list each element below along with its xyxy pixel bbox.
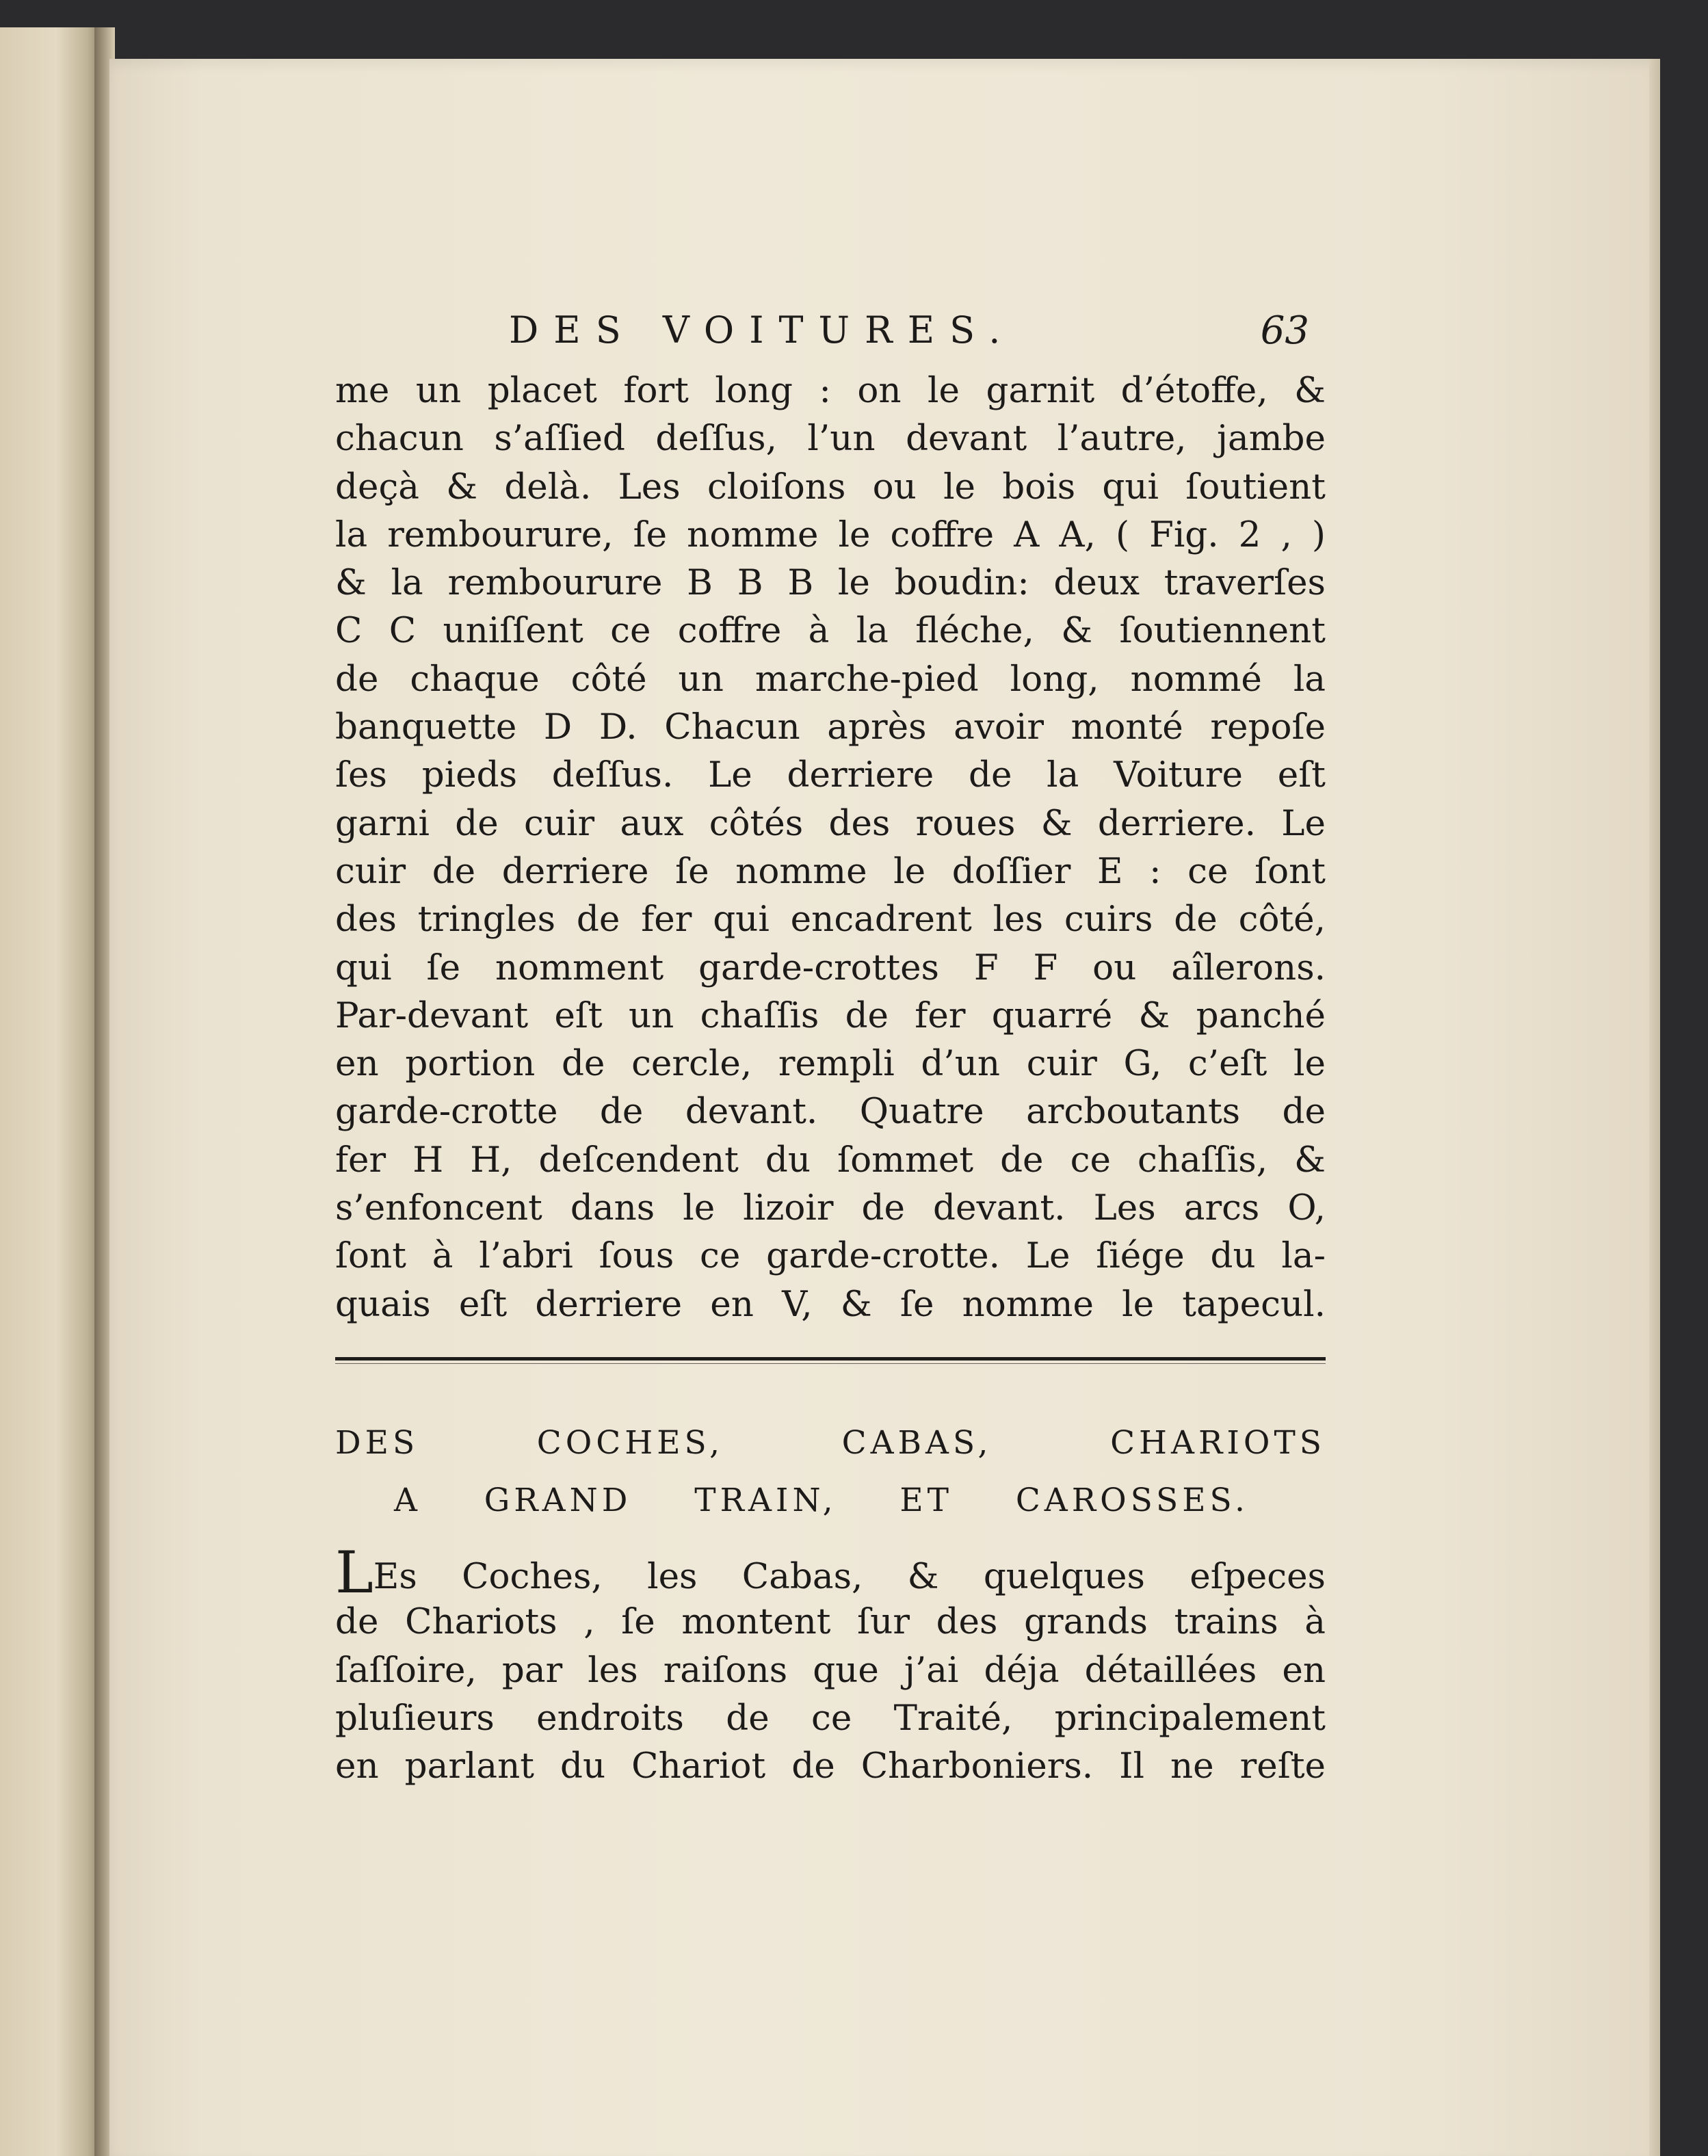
text-line: garde-crotte de devant. Quatre arcboutants de bbox=[335, 1091, 1326, 1133]
section-rule bbox=[335, 1357, 1326, 1360]
text-line: s’enfoncent dans le lizoir de devant. Les arcs O, bbox=[335, 1187, 1326, 1229]
text-line: qui ſe nomment garde-crottes F F ou aîlerons. bbox=[335, 947, 1326, 988]
text-block bbox=[335, 253, 1326, 1787]
text-line: ſaſſoire, par les raiſons que j’ai déja détaillées en bbox=[335, 1649, 1326, 1691]
book-page bbox=[109, 59, 1660, 2156]
paragraph-2 bbox=[335, 1550, 1326, 1790]
text-line-with-dropcap bbox=[335, 1550, 1326, 1598]
text-line: pluſieurs endroits de ce Traité, principalement bbox=[335, 1697, 1326, 1739]
text-line: la rembourure, ſe nomme le coffre A A, ( Fig. 2 , ) bbox=[335, 514, 1326, 555]
text-line: ſes pieds deſſus. Le derriere de la Voiture eſt bbox=[335, 754, 1326, 796]
section-heading-line-1: DES COCHES, CABAS, CHARIOTS bbox=[335, 1424, 1326, 1462]
text-line: en parlant du Chariot de Charboniers. Il ne reſte bbox=[335, 1746, 1326, 1787]
running-title: DES VOITURES. bbox=[509, 308, 1016, 352]
text-line: quais eſt derriere en V, & ſe nomme le tapecul. bbox=[335, 1283, 1326, 1325]
page-edge bbox=[1649, 59, 1660, 2156]
text-line: & la rembourure B B B le boudin: deux traverſes bbox=[335, 562, 1326, 604]
running-head bbox=[335, 253, 1326, 353]
text-line: banquette D D. Chacun après avoir monté repoſe bbox=[335, 707, 1326, 748]
paragraph-1 bbox=[335, 367, 1326, 1328]
text-line: chacun s’aſſied deſſus, l’un devant l’autre, jambe bbox=[335, 418, 1326, 460]
text-line: garni de cuir aux côtés des roues & derriere. Le bbox=[335, 802, 1326, 844]
drop-capital: L bbox=[335, 1550, 373, 1599]
text-line: cuir de derriere ſe nomme le doſſier E : ce ſont bbox=[335, 850, 1326, 892]
text-line: C C uniſſent ce coffre à la fléche, & ſoutiennent bbox=[335, 610, 1326, 652]
text-line: me un placet fort long : on le garnit d’étoffe, & bbox=[335, 370, 1326, 411]
section-heading-line-2: A GRAND TRAIN, ET CAROSSES. bbox=[394, 1482, 1249, 1519]
text-line: fer H H, deſcendent du ſommet de ce chaſſis, & bbox=[335, 1139, 1326, 1181]
text-line: Par-devant eſt un chaſſis de fer quarré & panché bbox=[335, 995, 1326, 1036]
text-line: en portion de cercle, rempli d’un cuir G, c’eſt le bbox=[335, 1043, 1326, 1085]
text-line: deçà & delà. Les cloiſons ou le bois qui ſoutient bbox=[335, 466, 1326, 508]
text-line: de chaque côté un marche-pied long, nommé la bbox=[335, 658, 1326, 700]
page-number: 63 bbox=[1260, 308, 1309, 353]
text-line: ſont à l’abri ſous ce garde-crotte. Le ſiége du la- bbox=[335, 1235, 1326, 1277]
facing-page-edge bbox=[0, 27, 103, 2156]
first-line-text: Es Coches, les Cabas, & quelques eſpeces bbox=[373, 1556, 1326, 1597]
text-line: des tringles de fer qui encadrent les cuirs de côté, bbox=[335, 899, 1326, 941]
text-line: de Chariots , ſe montent ſur des grands trains à bbox=[335, 1601, 1326, 1643]
